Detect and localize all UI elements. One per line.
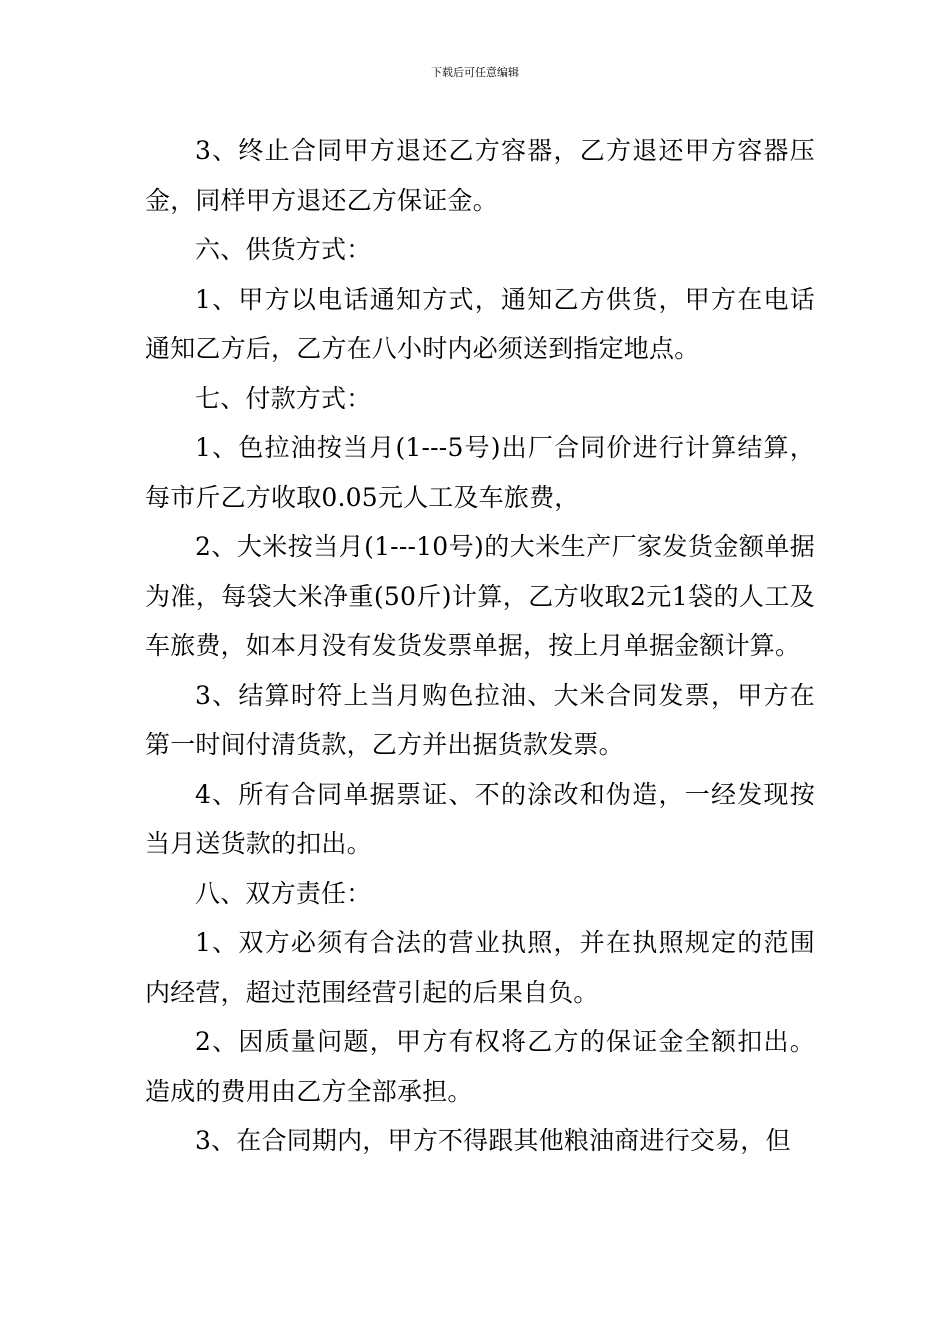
section-heading-responsibilities: 八、双方责任： — [195, 878, 372, 908]
paragraph-invoice-payment: 3、结算时符上当月购色拉油、大米合同发票，甲方在第一时间付清货款，乙方并出据货款发票。 — [145, 680, 815, 759]
paragraph-supply-notice: 1、甲方以电话通知方式，通知乙方供货，甲方在电话通知乙方后，乙方在八小时内必须送到指定地点。 — [145, 284, 815, 363]
document-body — [145, 126, 815, 1166]
paragraph-exclusive-trade: 3、在合同期内，甲方不得跟其他粮油商进行交易，但 — [195, 1126, 791, 1155]
paragraph-rice-settlement: 2、大米按当月(1---10号)的大米生产厂家发货金额单据为准，每袋大米净重(50斤)计算，乙方收取2元1袋的人工及车旅费，如本月没有发货发票单据，按上月单据金额计算。 — [145, 532, 815, 660]
paragraph-business-license: 1、双方必须有合法的营业执照，并在执照规定的范围内经营，超过范围经营引起的后果自负。 — [145, 928, 815, 1007]
paragraph-salad-oil-settlement: 1、色拉油按当月(1---5号)出厂合同价进行计算结算，每市斤乙方收取0.05元人工及车旅费， — [145, 433, 815, 512]
paragraph-container-return: 3、终止合同甲方退还乙方容器，乙方退还甲方容器压金，同样甲方退还乙方保证金。 — [145, 136, 815, 215]
page-header-note: 下载后可任意编辑 — [431, 66, 519, 79]
paragraph-no-forgery: 4、所有合同单据票证、不的涂改和伪造，一经发现按当月送货款的扣出。 — [145, 779, 815, 858]
section-heading-supply-method: 六、供货方式： — [195, 235, 372, 264]
section-heading-payment-method: 七、付款方式： — [195, 383, 372, 413]
paragraph-quality-issue: 2、因质量问题，甲方有权将乙方的保证金全额扣出。造成的费用由乙方全部承担。 — [145, 1027, 815, 1106]
